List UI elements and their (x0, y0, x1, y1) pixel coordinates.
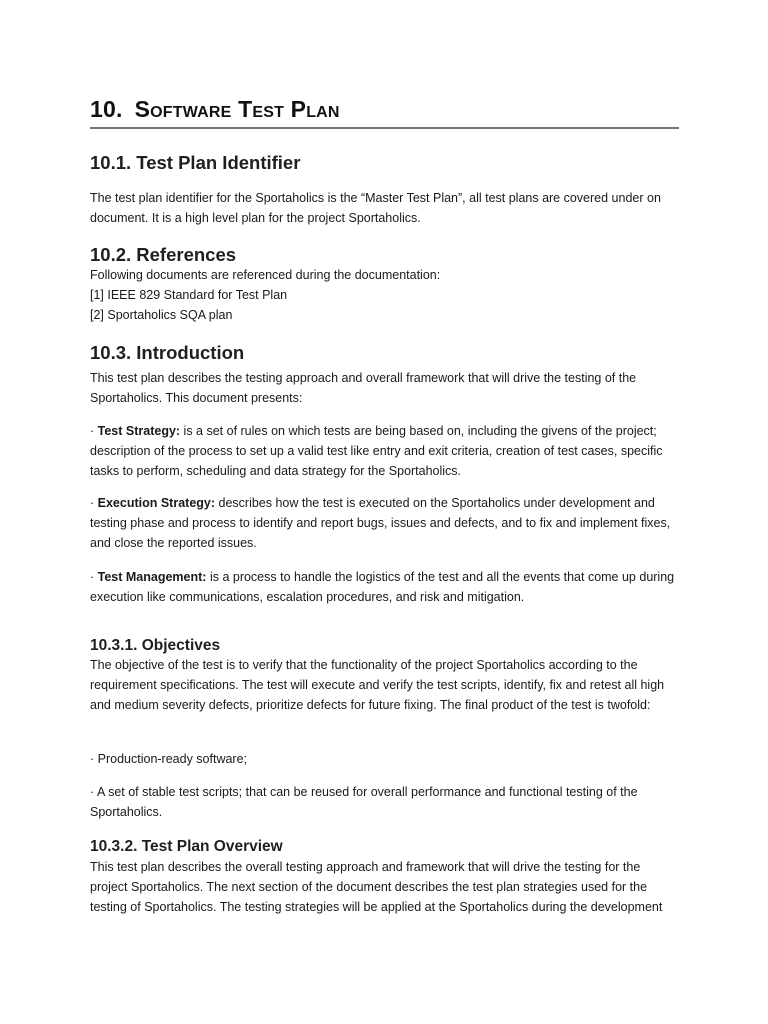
heading-rule (90, 127, 679, 129)
reference-item: [1] IEEE 829 Standard for Test Plan (90, 288, 288, 302)
bullet-term: Execution Strategy: (97, 496, 216, 510)
section-text-test-plan-identifier: The test plan identifier for the Sportaholics is the “Master Test Plan”, all test plans are covered under on document. It is a high level plan for the project Sportaholics. (90, 191, 661, 225)
bullet-term: Test Strategy: (97, 424, 181, 438)
objective-item: · Production-ready software; (90, 752, 248, 766)
section-title-objectives: 10.3.1. Objectives (90, 637, 221, 654)
reference-item: [2] Sportaholics SQA plan (90, 308, 233, 322)
bullet-marker: · (90, 570, 98, 584)
bullet-marker: · (90, 424, 98, 438)
bullet-test-management (90, 567, 680, 607)
bullet-execution-strategy (90, 493, 680, 553)
references-intro-text: Following documents are referenced during the documentation: (90, 268, 441, 282)
objective-item: · A set of stable test scripts; that can be reused for overall performance and functional testing of the Sportaholics. (90, 785, 638, 819)
bullet-text: describes how the test is executed on the Sportaholics under development and testing phase and process to identify and report bugs, issues and defects, and to fix and implement fixes, and close the reported issues. (90, 496, 671, 550)
bullet-test-strategy (90, 421, 680, 481)
bullet-term: Test Management: (97, 570, 207, 584)
section-title-references: 10.2. References (90, 244, 237, 265)
section-title-test-plan-identifier: 10.1. Test Plan Identifier (90, 152, 301, 173)
chapter-title: Software Test Plan (134, 96, 340, 122)
introduction-text: This test plan describes the testing approach and overall framework that will drive the testing of the Sportaholics. This document presents: (90, 371, 637, 405)
chapter-number: 10. (90, 96, 123, 122)
bullet-marker: · (90, 496, 98, 510)
bullet-text: is a set of rules on which tests are being based on, including the givens of the project; description of the process to set up a valid test like entry and exit criteria, creation of test cases, specific tasks to perform, scheduling and data strategy for the Sportaholics. (90, 424, 663, 478)
references-intro (90, 265, 680, 325)
bullet-text: is a process to handle the logistics of the test and all the events that come up during execution like communications, escalation procedures, and risk and mitigation. (90, 570, 675, 604)
section-title-test-plan-overview: 10.3.2. Test Plan Overview (90, 838, 283, 855)
overview-text: This test plan describes the overall testing approach and framework that will drive the testing for the project Sportaholics. The next section of the document describes the test plan strategies used for the testing of Sportaholics. The testing strategies will be applied at the Sportaholics during the development (90, 860, 663, 914)
section-title-introduction: 10.3. Introduction (90, 342, 245, 363)
chapter-heading (90, 96, 340, 123)
objectives-text: The objective of the test is to verify that the functionality of the project Sportaholics according to the requirement specifications. The test will execute and verify the test scripts, identify, fix and retest all high and medium severity defects, prioritize defects for future fixing. The final product of the test is twofold: (90, 658, 665, 712)
